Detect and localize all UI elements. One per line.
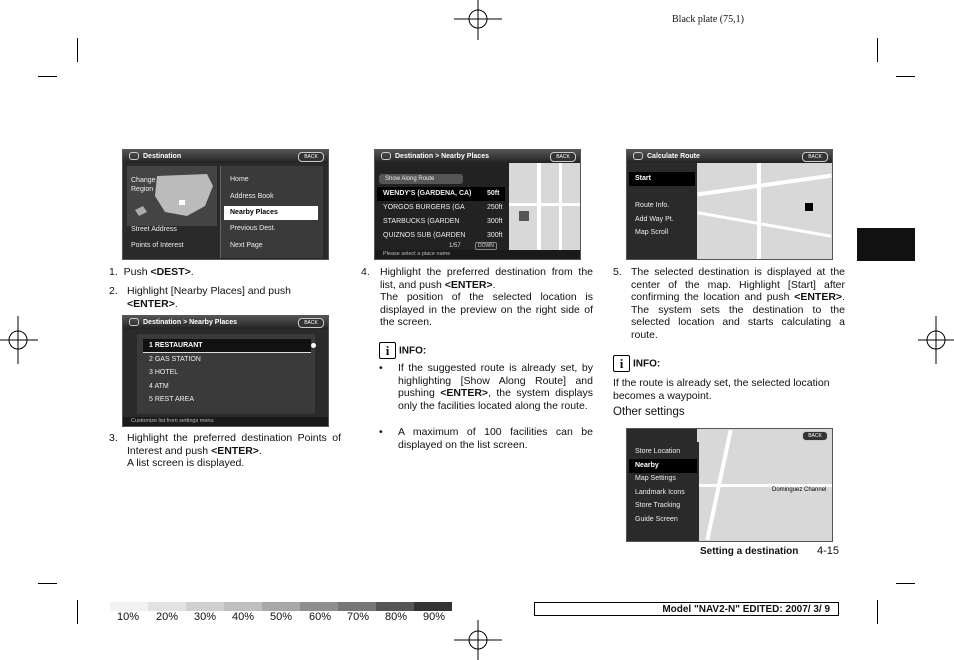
- menu-item-home[interactable]: Home: [230, 176, 249, 183]
- step-4: 4. Highlight the preferred destination from the list, and push <ENTER>. The position of the selected location is displayed in the preview on the right side of the screen.: [361, 266, 593, 329]
- screen-map-settings: [626, 428, 833, 542]
- screen-calculate-route: [626, 149, 833, 260]
- preview-map: [509, 163, 580, 259]
- info-icon: i: [379, 342, 396, 359]
- list-item-restaurant[interactable]: 1 RESTAURANT: [143, 339, 311, 353]
- nav-icon: [381, 152, 391, 160]
- scroll-dot: [311, 343, 316, 348]
- back-button[interactable]: BACK: [298, 152, 324, 162]
- step-2: 2. Highlight [Nearby Places] and push <ENTER>.: [109, 285, 292, 310]
- screen-title: Destination > Nearby Places: [375, 150, 580, 163]
- list-item-atm[interactable]: 4 ATM: [149, 383, 169, 390]
- menu-item-disabled: [629, 186, 695, 200]
- registration-mark-top: [450, 0, 506, 42]
- back-button[interactable]: BACK: [802, 152, 828, 162]
- screen-title: Calculate Route: [627, 150, 832, 163]
- menu-item-nearby-places[interactable]: Nearby Places: [224, 206, 318, 220]
- bullet-1: • If the suggested route is already set, by highlighting [Show Along Route] and pushing <ENTER>, the system displays only the facilities located along the route.: [398, 362, 593, 412]
- list-row-name[interactable]: STARBUCKS (GARDEN: [383, 218, 460, 225]
- menu-item-add-way-pt[interactable]: Add Way Pt.: [635, 216, 674, 223]
- gray-scale-label: 30%: [194, 611, 217, 623]
- section-heading-other-settings: Other settings: [613, 406, 685, 418]
- black-plate-label: Black plate (75,1): [672, 14, 744, 25]
- registration-mark-right: [916, 316, 954, 364]
- gray-scale-strip: [110, 602, 452, 611]
- back-button[interactable]: BACK: [550, 152, 576, 162]
- down-button[interactable]: DOWN: [475, 242, 497, 250]
- poi-icon: [519, 211, 529, 221]
- crop-mark: [77, 38, 78, 62]
- list-row-distance: 50ft: [487, 190, 500, 197]
- gray-scale-label: 40%: [232, 611, 255, 623]
- gray-scale-label: 80%: [385, 611, 408, 623]
- list-row-name[interactable]: YORGOS BURGERS (GA: [383, 204, 465, 211]
- screen-destination: [122, 149, 329, 260]
- page-number: 4-15: [817, 545, 840, 557]
- crop-mark: [77, 600, 78, 624]
- step-5: 5. The selected destination is displayed at the center of the map. Highlight [Start] after confirming the location and push <ENTER>. The system sets the destination to the selected location and starts calculating a route.: [613, 266, 845, 341]
- status-bar: Customize list from settings menu: [123, 417, 328, 426]
- crop-mark: [877, 38, 878, 62]
- info-heading: i INFO:: [613, 355, 660, 373]
- info-icon: i: [613, 355, 630, 372]
- gray-scale-label: 90%: [423, 611, 446, 623]
- menu-item-change-region[interactable]: Change Region: [131, 177, 156, 193]
- gray-scale-label: 70%: [347, 611, 370, 623]
- back-button[interactable]: BACK: [298, 318, 324, 328]
- menu-item-store-location[interactable]: Store Location: [635, 448, 681, 455]
- section-footer-title: Setting a destination: [700, 546, 799, 557]
- info-heading: i INFO:: [379, 342, 426, 360]
- page-indicator: 1/57: [449, 243, 461, 249]
- back-button[interactable]: BACK: [802, 431, 828, 441]
- registration-mark-left: [0, 316, 40, 364]
- nav-icon: [129, 318, 139, 326]
- menu-item-nearby[interactable]: Nearby: [629, 459, 697, 473]
- screen-title: Destination: [123, 150, 328, 163]
- map-label: Dominguez Channel: [772, 487, 827, 493]
- screen-place-list: [374, 149, 581, 260]
- menu-item-next-page[interactable]: Next Page: [230, 242, 263, 249]
- nav-icon: [129, 152, 139, 160]
- menu-item-street-address[interactable]: Street Address: [131, 226, 177, 233]
- gray-scale-label: 20%: [156, 611, 179, 623]
- menu-item-points-of-interest[interactable]: Points of Interest: [131, 242, 184, 249]
- menu-item-previous-dest[interactable]: Previous Dest.: [230, 225, 276, 232]
- crop-mark: [38, 583, 57, 584]
- step-3: 3. Highlight the preferred destination Points of Interest and push <ENTER>. A list screen is displayed.: [109, 432, 341, 470]
- status-bar: Please select a place name: [375, 250, 580, 259]
- destination-flag-icon: [805, 203, 813, 211]
- list-row-distance: 300ft: [487, 218, 503, 225]
- crop-mark: [877, 600, 878, 624]
- nav-icon: [633, 152, 643, 160]
- menu-item-route-info[interactable]: Route Info.: [635, 202, 670, 209]
- menu-item-map-scroll[interactable]: Map Scroll: [635, 229, 669, 236]
- gray-scale-label: 10%: [117, 611, 140, 623]
- crop-mark: [896, 76, 915, 77]
- list-row-distance: 300ft: [487, 232, 503, 239]
- menu-item-landmark-icons[interactable]: Landmark Icons: [635, 489, 685, 496]
- bullet-2: • A maximum of 100 facilities can be displayed on the list screen.: [398, 426, 593, 451]
- menu-item-guide-screen[interactable]: Guide Screen: [635, 516, 678, 523]
- step-1: 1. Push <DEST>.: [109, 266, 194, 278]
- scroll-dot: [313, 210, 318, 215]
- list-item-gas-station[interactable]: 2 GAS STATION: [149, 356, 201, 363]
- menu-item-map-settings[interactable]: Map Settings: [635, 475, 676, 482]
- model-edited-box: Model "NAV2-N" EDITED: 2007/ 3/ 9: [534, 602, 839, 616]
- chapter-tab: [857, 228, 915, 261]
- list-item-hotel[interactable]: 3 HOTEL: [149, 369, 179, 376]
- list-item-rest-area[interactable]: 5 REST AREA: [149, 396, 195, 403]
- list-row-name[interactable]: WENDY'S (GARDENA, CA): [383, 190, 472, 197]
- gray-scale-label: 60%: [309, 611, 332, 623]
- menu-item-store-tracking[interactable]: Store Tracking: [635, 502, 681, 509]
- settings-map: [697, 429, 832, 541]
- crop-mark: [896, 583, 915, 584]
- info-text: If the route is already set, the selected location becomes a waypoint.: [613, 377, 830, 402]
- show-along-route-button[interactable]: Show Along Route: [379, 174, 463, 184]
- screen-title: Destination > Nearby Places: [123, 316, 328, 329]
- list-row-distance: 250ft: [487, 204, 503, 211]
- menu-item-start[interactable]: Start: [629, 172, 695, 186]
- screen-nearby-places: [122, 315, 329, 427]
- gray-scale-label: 50%: [270, 611, 293, 623]
- list-row-name[interactable]: QUIZNOS SUB (GARDEN: [383, 232, 466, 239]
- route-map: [697, 163, 832, 259]
- menu-item-address-book[interactable]: Address Book: [230, 193, 274, 200]
- crop-mark: [38, 76, 57, 77]
- registration-mark-bottom: [450, 616, 506, 660]
